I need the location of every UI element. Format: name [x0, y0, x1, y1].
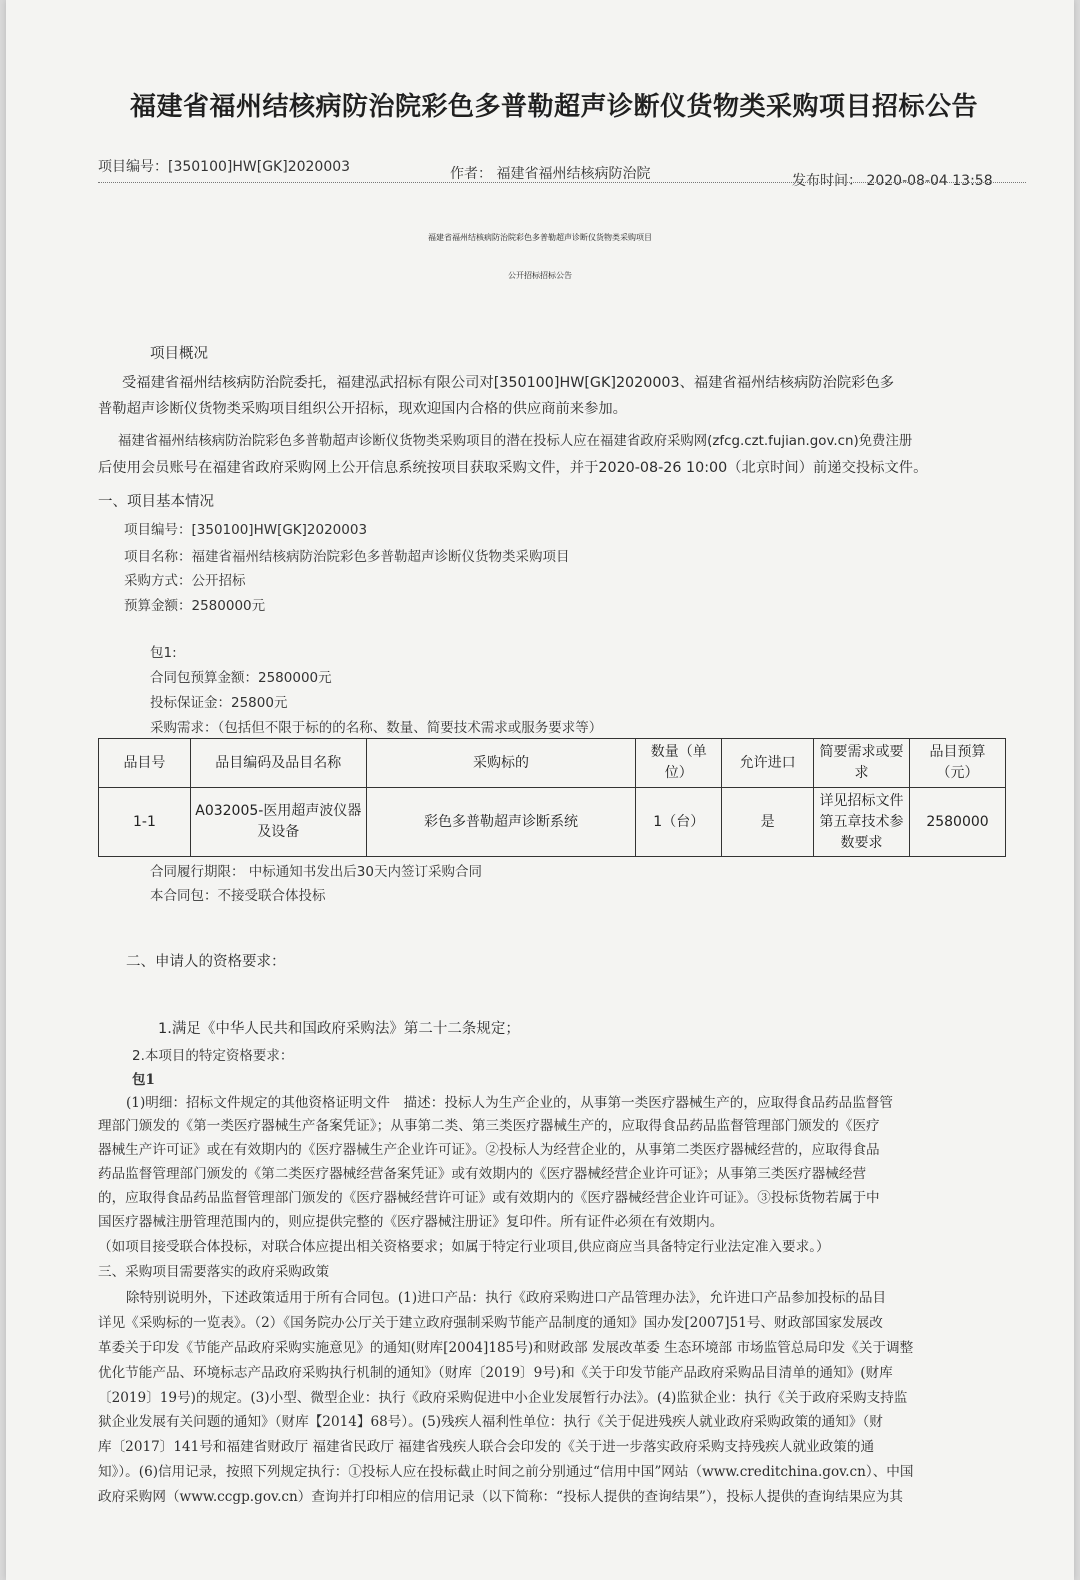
- qualification-item-1: 1.满足《中华人民共和国政府采购法》第二十二条规定；: [158, 1021, 520, 1037]
- header-publish-time: 发布时间： 2020-08-04 13:58: [792, 173, 993, 189]
- qualification-detail-line: 药品监督管理部门颁发的《第二类医疗器械经营备案凭证》或有效期内的《医疗器械经营企业许可证》；从事第三类医疗器械经营: [98, 1166, 867, 1182]
- header-project-number: 项目编号：[350100]HW[GK]2020003: [98, 159, 351, 175]
- column-header-quantity: 数量（单位）: [636, 739, 722, 788]
- table-header-row: [99, 739, 1006, 788]
- column-header-item-no: 品目号: [99, 739, 191, 788]
- bid-deposit: 投标保证金：25800元: [150, 695, 288, 711]
- section-1-budget: 预算金额：2580000元: [124, 598, 266, 614]
- qualification-detail-line: (1)明细：招标文件规定的其他资格证明文件 描述：投标人为生产企业的，从事第一类医疗器械生产的，应取得食品药品监督管: [126, 1095, 893, 1111]
- column-header-budget: 品目预算（元）: [909, 739, 1005, 788]
- column-header-requirement: 简要需求或要求: [814, 739, 910, 788]
- cell-item-no: 1-1: [99, 788, 191, 857]
- consortium-note: 本合同包：不接受联合体投标: [150, 888, 326, 904]
- header-divider: [98, 182, 1026, 183]
- qualification-detail-line: 器械生产许可证》或在有效期内的《医疗器械生产企业许可证》。②投标人为经营企业的，从事第二类医疗器械经营的，应取得食品: [98, 1142, 880, 1158]
- qualification-detail-line: 理部门颁发的《第一类医疗器械生产备案凭证》；从事第二类、第三类医疗器械生产的，应取得食品药品监督管理部门颁发的《医疗: [98, 1118, 880, 1134]
- requirement-intro: 采购需求：（包括但不限于标的的名称、数量、简要技术需求或服务要求等）: [150, 720, 603, 736]
- policy-line: 除特别说明外，下述政策适用于所有合同包。(1)进口产品：执行《政府采购进口产品管理办法》，允许进口产品参加投标的品目: [126, 1290, 887, 1306]
- document-page: [6, 0, 1074, 1580]
- header-author: 作者： 福建省福州结核病防治院: [450, 166, 651, 182]
- section-2-heading: 二、申请人的资格要求：: [126, 954, 286, 970]
- section-1-project-number: 项目编号：[350100]HW[GK]2020003: [124, 522, 368, 538]
- section-1-project-name: 项目名称：福建省福州结核病防治院彩色多普勒超声诊断仪货物类采购项目: [124, 549, 570, 565]
- package-budget: 合同包预算金额：2580000元: [150, 670, 332, 686]
- policy-line: 知》）。(6)信用记录，按照下列规定执行：①投标人应在投标截止时间之前分别通过“信用中国”网站（www.creditchina.gov.cn）、中国: [98, 1464, 914, 1480]
- table-row: [99, 788, 1006, 857]
- contract-period: 合同履行期限： 中标通知书发出后30天内签订采购合同: [150, 864, 482, 880]
- policy-line: 革委关于印发《节能产品政府采购实施意见》的通知(财库[2004]185号)和财政部 发展改革委 生态环境部 市场监管总局印发《关于调整: [98, 1340, 914, 1356]
- document-title-line-2: 公开招标招标公告: [508, 271, 572, 280]
- column-header-import: 允许进口: [722, 739, 814, 788]
- qualification-detail-line: 的，应取得食品药品监督管理部门颁发的《医疗器械经营许可证》或有效期内的《医疗器械经营企业许可证》。③投标货物若属于中: [98, 1190, 880, 1206]
- cell-code-name: A032005-医用超声波仪器及设备: [190, 788, 366, 857]
- cell-import: 是: [722, 788, 814, 857]
- page-title: 福建省福州结核病防治院彩色多普勒超声诊断仪货物类采购项目招标公告: [130, 92, 979, 122]
- qualification-package-label: 包1: [132, 1072, 155, 1088]
- policy-line: 优化节能产品、环境标志产品政府采购执行机制的通知》（财库〔2019〕9号)和《关于印发节能产品政府采购品目清单的通知》(财库: [98, 1365, 893, 1381]
- policy-line: 狱企业发展有关问题的通知》（财库【2014】68号）。(5)残疾人福利性单位：执行《关于促进残疾人就业政府采购政策的通知》（财: [98, 1414, 883, 1430]
- overview-paragraph-2-line-2: 后使用会员账号在福建省政府采购网上公开信息系统按项目获取采购文件，并于2020-08-26 10:00（北京时间）前递交投标文件。: [98, 460, 928, 476]
- qualification-detail-line: 国医疗器械注册管理范围内的，则应提供完整的《医疗器械注册证》复印件。所有证件必须在有效期内。: [98, 1214, 724, 1230]
- overview-paragraph-1-line-2: 普勒超声诊断仪货物类采购项目组织公开招标，现欢迎国内合格的供应商前来参加。: [98, 401, 627, 417]
- policy-line: 政府采购网（www.ccgp.gov.cn）查询并打印相应的信用记录（以下简称：“投标人提供的查询结果”），投标人提供的查询结果应为其: [98, 1489, 903, 1505]
- policy-line: 库〔2017〕141号和福建省财政厅 福建省民政厅 福建省残疾人联合会印发的《关于进一步落实政府采购支持残疾人就业政策的通: [98, 1439, 875, 1455]
- document-title-line-1: 福建省福州结核病防治院彩色多普勒超声诊断仪货物类采购项目: [428, 233, 652, 242]
- column-header-code-name: 品目编码及品目名称: [190, 739, 366, 788]
- policy-line: 〔2019〕19号)的规定。(3)小型、微型企业：执行《政府采购促进中小企业发展暂行办法》。(4)监狱企业：执行《关于政府采购支持监: [98, 1390, 908, 1406]
- section-1-heading: 一、项目基本情况: [98, 494, 214, 510]
- cell-budget: 2580000: [909, 788, 1005, 857]
- package-label: 包1:: [150, 645, 177, 661]
- section-3-heading: 三、采购项目需要落实的政府采购政策: [98, 1264, 330, 1280]
- cell-requirement: 详见招标文件第五章技术参数要求: [814, 788, 910, 857]
- cell-subject: 彩色多普勒超声诊断系统: [366, 788, 636, 857]
- overview-paragraph-2-line-1: 福建省福州结核病防治院彩色多普勒超声诊断仪货物类采购项目的潜在投标人应在福建省政府采购网(zfcg.czt.fujian.gov.cn)免费注册: [118, 434, 913, 449]
- column-header-subject: 采购标的: [366, 739, 636, 788]
- qualification-note: （如项目接受联合体投标，对联合体应提出相关资格要求；如属于特定行业项目,供应商应当具备特定行业法定准入要求。）: [98, 1239, 830, 1255]
- overview-heading: 项目概况: [150, 346, 208, 362]
- cell-quantity: 1（台）: [636, 788, 722, 857]
- policy-line: 详见《采购标的一览表》。（2）《国务院办公厅关于建立政府强制采购节能产品制度的通知》国办发[2007]51号、财政部国家发展改: [98, 1315, 883, 1331]
- procurement-items-table: [98, 738, 1006, 857]
- section-1-procurement-method: 采购方式：公开招标: [124, 573, 246, 589]
- overview-paragraph-1-line-1: 受福建省福州结核病防治院委托，福建泓武招标有限公司对[350100]HW[GK]2020003、福建省福州结核病防治院彩色多: [122, 375, 895, 391]
- qualification-item-2: 2.本项目的特定资格要求：: [132, 1048, 294, 1064]
